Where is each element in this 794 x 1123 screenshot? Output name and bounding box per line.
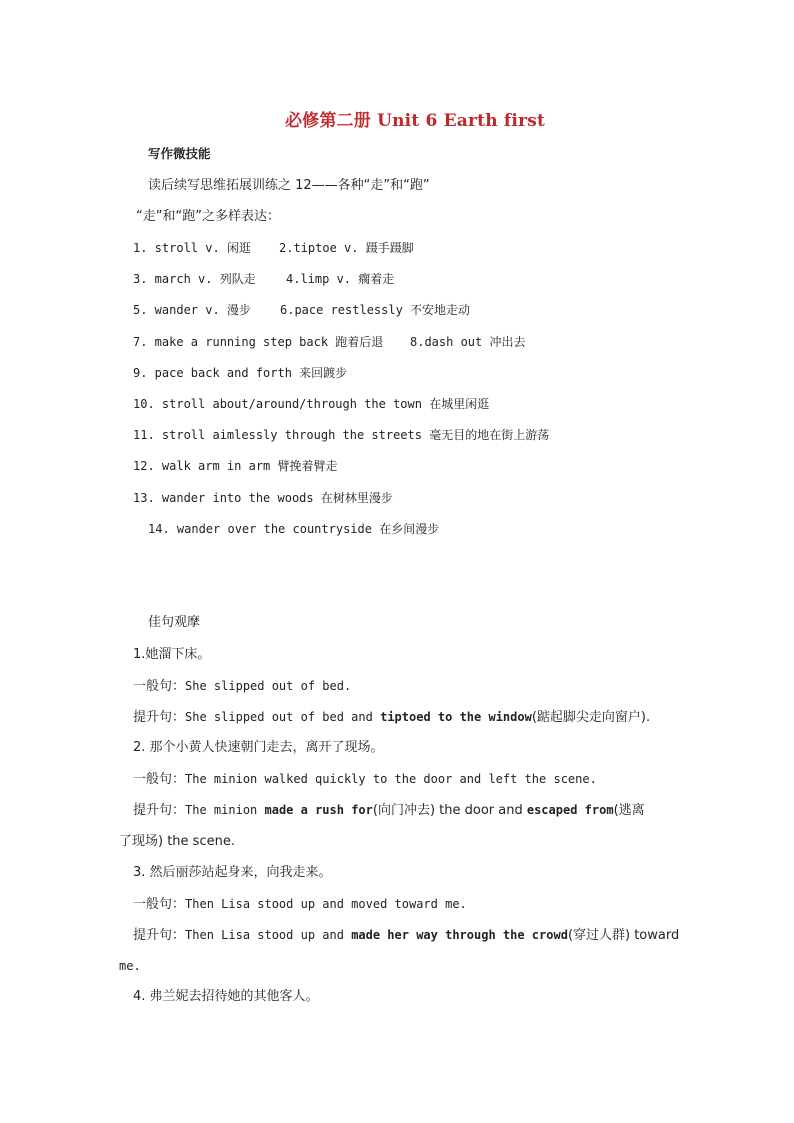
improved-sentence [133, 708, 650, 727]
list-item: 11. stroll aimlessly through the streets 毫无目的地在街上游荡 [133, 428, 550, 442]
improved-continuation [119, 832, 235, 851]
improved-label: 提升句： [133, 803, 186, 818]
list-item: 5. wander v. 漫步 [133, 303, 251, 317]
example-chinese: 3. 然后丽莎站起身来，向我走来。 [133, 865, 332, 880]
improved-text: (踮起脚尖走向窗户). [531, 710, 651, 725]
plain-label: 一般句： [133, 679, 186, 694]
list-item: 12. walk arm in arm 臂挽着臂走 [133, 459, 338, 473]
list-item: 1. stroll v. 闲逛 [133, 241, 251, 255]
improved-text: She slipped out of bed and [185, 710, 381, 724]
plain-sentence [133, 677, 351, 696]
plain-label: 一般句： [133, 772, 186, 787]
example-chinese: 1.她溜下床。 [133, 647, 211, 662]
highlight-phrase: escaped from [526, 803, 614, 817]
improved-text: (逃离 [613, 803, 645, 818]
list-item: 14. wander over the countryside 在乡间漫步 [148, 522, 440, 536]
improved-text: (向门冲去) the door and [372, 803, 527, 818]
example-chinese: 4. 弗兰妮去招待她的其他客人。 [133, 989, 319, 1004]
improved-sentence [133, 801, 645, 820]
improved-label: 提升句： [133, 710, 186, 725]
list-item: 4.limp v. 瘸着走 [286, 272, 395, 286]
list-item: 8.dash out 冲出去 [410, 335, 526, 349]
list-item: 7. make a running step back 跑着后退 [133, 335, 384, 349]
plain-label: 一般句： [133, 897, 186, 912]
improved-text: me. [119, 959, 141, 973]
highlight-phrase: made a rush for [264, 803, 373, 817]
plain-text: Then Lisa stood up and moved toward me. [185, 897, 467, 911]
plain-sentence [133, 770, 597, 789]
improved-text: 了现场) the scene. [119, 834, 235, 849]
improved-text: Then Lisa stood up and [185, 928, 352, 942]
intro-line: 读后续写思维拓展训练之 12——各种“走”和“跑” [148, 178, 430, 193]
improved-label: 提升句： [133, 928, 186, 943]
example-chinese: 2. 那个小黄人快速朝门走去，离开了现场。 [133, 740, 384, 755]
highlight-phrase: tiptoed to the window [380, 710, 532, 724]
plain-sentence [133, 895, 467, 914]
list-item: 6.pace restlessly 不安地走动 [280, 303, 471, 317]
list-item: 13. wander into the woods 在树林里漫步 [133, 491, 393, 505]
highlight-phrase: made her way through the crowd [351, 928, 568, 942]
plain-text: The minion walked quickly to the door and left the scene. [185, 772, 597, 786]
list-heading: “走”和“跑”之多样表达： [136, 209, 280, 224]
list-item: 3. march v. 列队走 [133, 272, 256, 286]
improved-sentence [133, 926, 679, 945]
list-item: 9. pace back and forth 来回踱步 [133, 366, 348, 380]
list-item: 2.tiptoe v. 蹑手蹑脚 [279, 241, 414, 255]
document-title: 必修第二册 Unit 6 Earth first [284, 111, 546, 131]
improved-text: (穿过人群) toward [567, 928, 680, 943]
improved-text: The minion [185, 803, 265, 817]
improved-continuation [119, 957, 141, 975]
section-heading: 写作微技能 [148, 146, 211, 161]
list-item: 10. stroll about/around/through the town 在城里闲逛 [133, 397, 490, 411]
plain-text: She slipped out of bed. [185, 679, 352, 693]
examples-heading: 佳句观摩 [148, 615, 201, 630]
